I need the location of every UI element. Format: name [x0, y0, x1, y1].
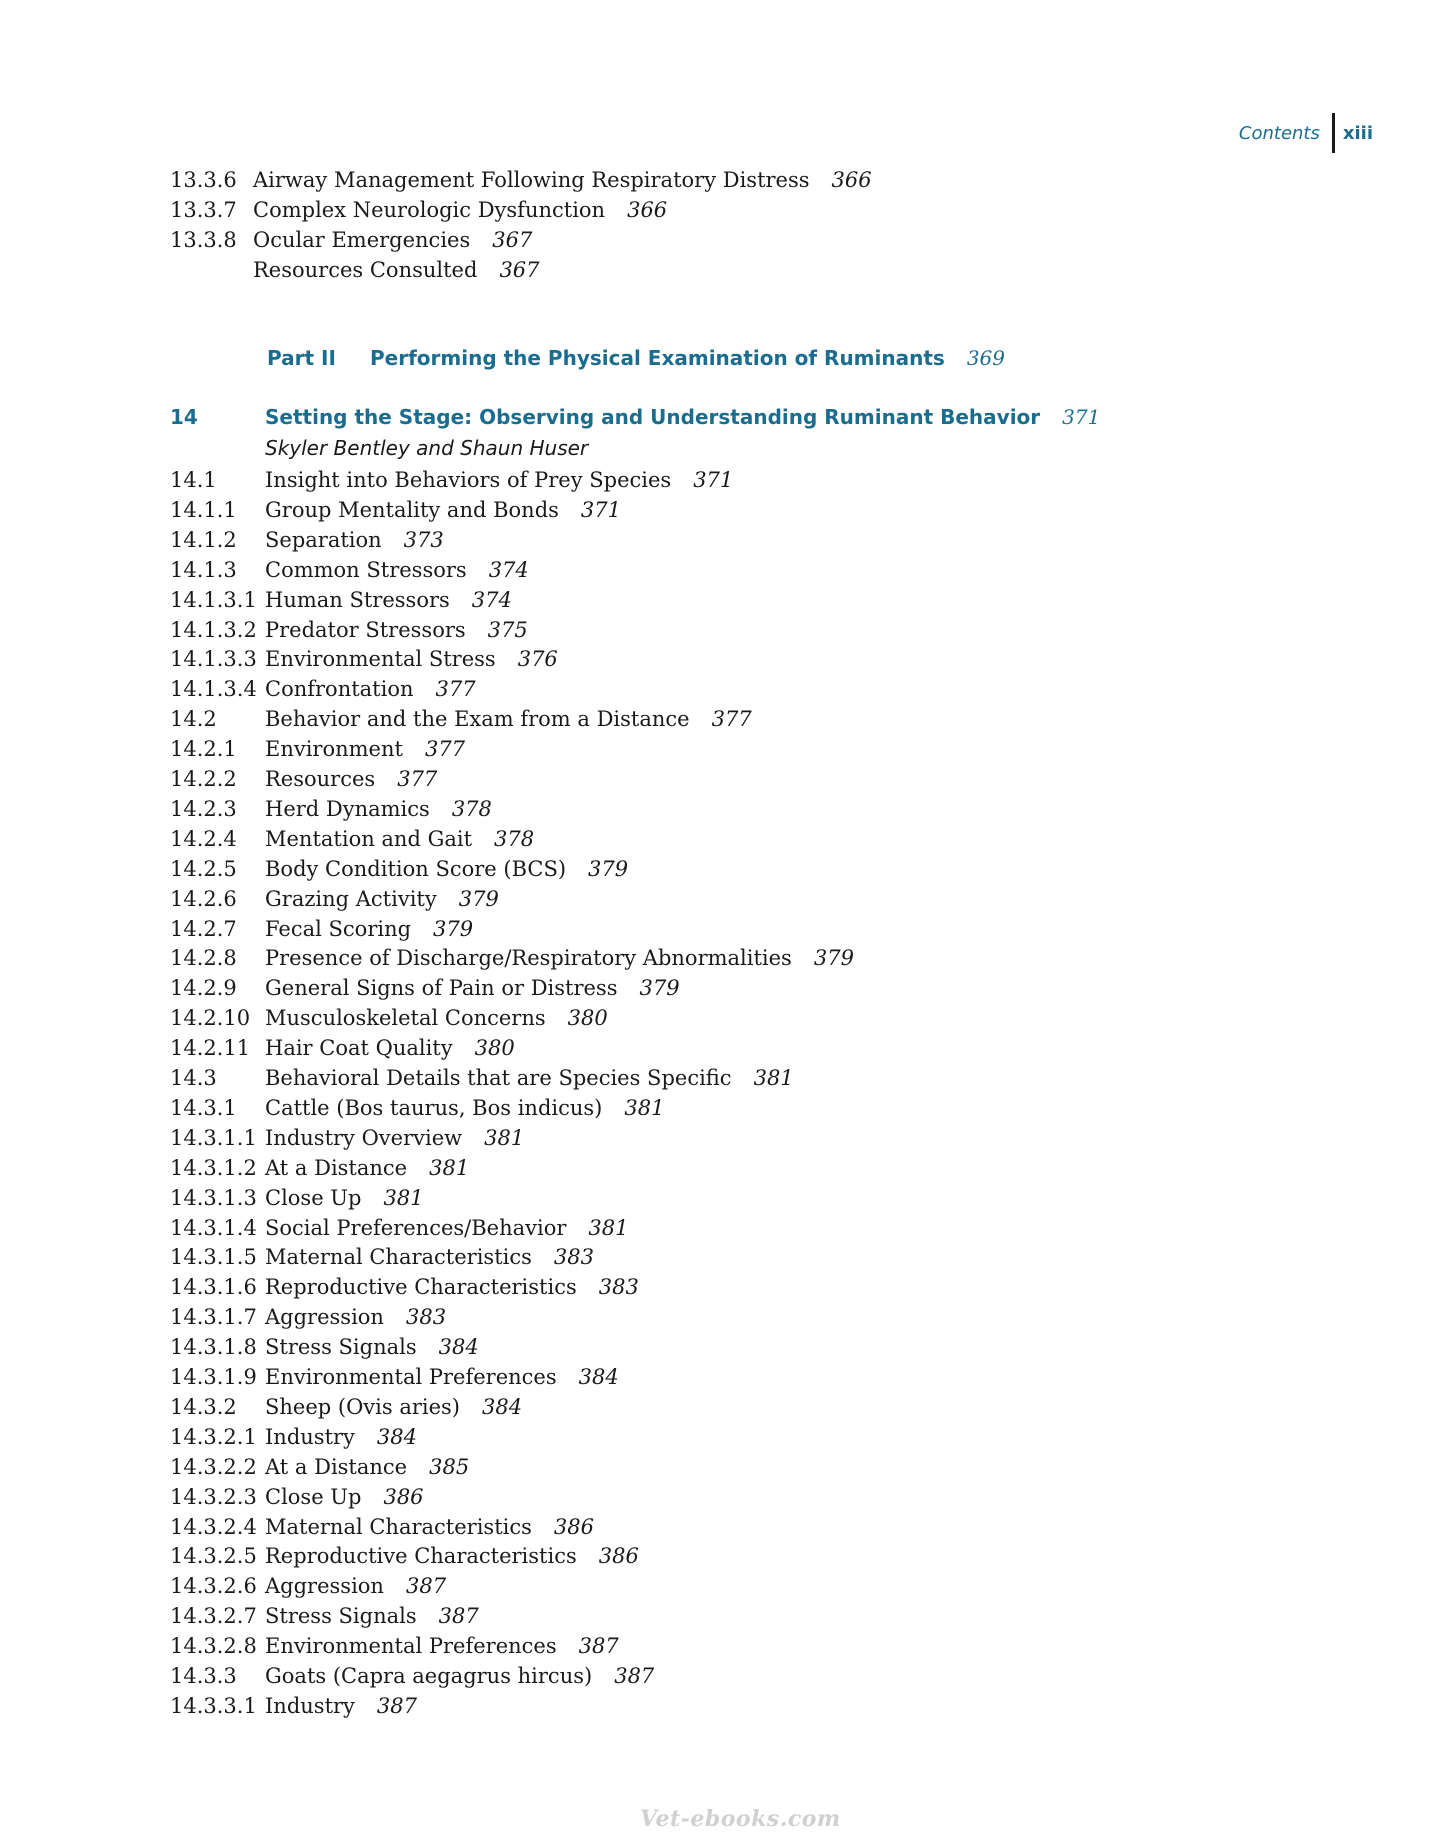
entry-number: 14.3.1.8 [170, 1335, 257, 1360]
entry-number: 13.3.7 [170, 198, 237, 222]
entry-title: Aggression [265, 1574, 384, 1599]
header-page-number: xiii [1342, 122, 1373, 144]
entry-title: Industry Overview [265, 1125, 463, 1150]
toc-entry[interactable] [170, 558, 529, 588]
entry-title: Environmental Stress [265, 647, 496, 672]
part-label: Part II [267, 346, 336, 370]
entry-number: 14.3.2.5 [170, 1544, 257, 1569]
entry-title: Insight into Behaviors of Prey Species [265, 468, 672, 492]
entry-page: 381 [624, 1095, 665, 1120]
entry-title: General Signs of Pain or Distress [265, 976, 618, 1001]
entry-page: 387 [438, 1604, 479, 1629]
toc-entry[interactable] [170, 1425, 417, 1455]
entry-page: 366 [831, 168, 872, 192]
entry-number: 14.3.2.4 [170, 1514, 257, 1539]
entry-number: 14.3.1.3 [170, 1185, 257, 1210]
entry-number: 14.3.1.1 [170, 1125, 257, 1150]
entry-title: Airway Management Following Respiratory Distress [253, 168, 810, 192]
entry-page: 387 [614, 1664, 655, 1688]
entry-page: 379 [639, 976, 680, 1001]
toc-entry[interactable] [170, 588, 512, 618]
entry-title: Goats (Capra aegagrus hircus) [265, 1664, 593, 1688]
entry-number: 14.3 [170, 1066, 217, 1090]
toc-entry[interactable] [170, 677, 476, 707]
toc-entry[interactable] [170, 857, 628, 887]
toc-entry[interactable] [170, 797, 492, 827]
part-page: 369 [966, 346, 1006, 370]
toc-entry[interactable] [170, 1335, 479, 1365]
entry-number: 14.3.1.4 [170, 1215, 257, 1240]
entry-page: 383 [405, 1305, 447, 1330]
entry-page: 375 [487, 617, 528, 642]
entry-title: Grazing Activity [265, 886, 437, 911]
entry-number: 14.3.1 [170, 1095, 237, 1120]
entry-page: 380 [567, 1006, 608, 1031]
part-heading[interactable] [267, 346, 1005, 380]
entry-page: 379 [433, 916, 474, 941]
entry-page: 379 [588, 856, 629, 881]
toc-entry[interactable] [170, 1126, 524, 1156]
toc-entry[interactable] [170, 1395, 522, 1425]
entry-title: Behavior and the Exam from a Distance [265, 707, 690, 732]
entry-title: Behavioral Details that are Species Specific [265, 1066, 732, 1090]
entry-title: Maternal Characteristics [265, 1245, 532, 1270]
entry-page: 381 [588, 1215, 629, 1240]
entry-number: 14.1.1 [170, 497, 237, 522]
entry-title: Stress Signals [265, 1604, 417, 1629]
entry-title: Close Up [265, 1185, 362, 1210]
entry-number: 14.1 [170, 468, 217, 492]
entry-page: 380 [474, 1036, 515, 1061]
entry-number: 14.2.8 [170, 946, 237, 971]
entry-number: 14.3.2.2 [170, 1454, 257, 1479]
toc-entry[interactable] [170, 737, 465, 767]
entry-page: 378 [494, 826, 535, 851]
entry-title: Maternal Characteristics [265, 1514, 532, 1539]
toc-entry[interactable] [170, 767, 437, 797]
toc-entry[interactable] [170, 228, 532, 258]
toc-entry[interactable] [170, 1305, 446, 1335]
entry-page: 384 [482, 1394, 523, 1419]
entry-number: 14.3.2.7 [170, 1604, 257, 1629]
entry-number: 14.2.5 [170, 856, 237, 881]
header-divider [1332, 113, 1335, 153]
entry-title: Cattle (Bos taurus, Bos indicus) [265, 1095, 603, 1120]
entry-title: Ocular Emergencies [253, 228, 471, 252]
entry-title: Fecal Scoring [265, 916, 412, 941]
entry-page: 387 [405, 1574, 447, 1599]
entry-page: 373 [403, 527, 444, 552]
toc-entry[interactable] [170, 976, 680, 1006]
entry-page: 384 [376, 1424, 417, 1449]
entry-title: Human Stressors [265, 587, 450, 612]
entry-title: Presence of Discharge/Respiratory Abnormalities [265, 946, 792, 971]
toc-entry[interactable] [170, 1006, 608, 1036]
chapter-number: 14 [170, 405, 198, 429]
chapter-page: 371 [1062, 405, 1101, 429]
entry-page: 379 [813, 946, 854, 971]
entry-title: Hair Coat Quality [265, 1036, 453, 1061]
entry-number: 14.2.6 [170, 886, 237, 911]
toc-entry[interactable] [170, 707, 752, 737]
toc-entry[interactable] [170, 1096, 664, 1126]
entry-page: 377 [435, 677, 476, 702]
entry-number: 13.3.8 [170, 228, 237, 252]
entry-title: Confrontation [265, 677, 414, 702]
toc-entry[interactable] [170, 647, 558, 677]
entry-title: Stress Signals [265, 1335, 417, 1360]
toc-entry[interactable] [170, 258, 540, 288]
entry-page: 367 [499, 258, 540, 282]
toc-entry[interactable] [170, 1664, 654, 1694]
entry-title: Complex Neurologic Dysfunction [253, 198, 606, 222]
toc-entry[interactable] [170, 528, 444, 558]
entry-number: 14.2.1 [170, 737, 237, 762]
entry-page: 371 [580, 497, 622, 522]
toc-entry[interactable] [170, 1036, 515, 1066]
entry-page: 367 [492, 228, 533, 252]
entry-number: 14.3.3.1 [170, 1693, 257, 1718]
chapter-title: Setting the Stage: Observing and Understanding Ruminant Behavior [265, 405, 1041, 429]
entry-title: Herd Dynamics [265, 796, 430, 821]
entry-title: Close Up [265, 1484, 362, 1509]
entry-number: 14.2.11 [170, 1036, 251, 1061]
entry-page: 377 [424, 737, 466, 762]
toc-entry[interactable] [170, 887, 499, 917]
entry-number: 14.2.9 [170, 976, 237, 1001]
entry-number: 14.3.3 [170, 1664, 237, 1688]
entry-number: 14.2.3 [170, 796, 237, 821]
entry-title: Industry [265, 1693, 355, 1718]
entry-title: Environment [265, 737, 403, 762]
entry-page: 379 [458, 886, 499, 911]
toc-entry[interactable] [170, 946, 854, 976]
toc-entry[interactable] [170, 618, 528, 648]
entry-number: 14.1.3 [170, 557, 237, 582]
running-header [1239, 113, 1373, 153]
entry-title: Separation [265, 527, 382, 552]
toc-entry[interactable] [170, 1634, 619, 1664]
toc-entry[interactable] [170, 1574, 446, 1604]
part-title: Performing the Physical Examination of Ruminants [370, 346, 945, 370]
entry-title: Predator Stressors [265, 617, 466, 642]
toc-entry[interactable] [170, 468, 733, 498]
entry-page: 374 [471, 587, 512, 612]
entry-title: Sheep (Ovis aries) [265, 1394, 460, 1419]
entry-title: Musculoskeletal Concerns [265, 1006, 546, 1031]
entry-page: 381 [429, 1155, 470, 1180]
entry-number: 14.1.3.3 [170, 647, 257, 672]
entry-number: 14.3.2.1 [170, 1424, 257, 1449]
toc-entry[interactable] [170, 198, 667, 228]
entry-page: 384 [578, 1365, 619, 1389]
entry-number: 14.3.1.6 [170, 1275, 257, 1300]
entry-title: Resources Consulted [253, 258, 478, 282]
toc-entry[interactable] [170, 1455, 469, 1485]
entry-number: 14.2.7 [170, 916, 237, 941]
toc-entry[interactable] [170, 168, 872, 198]
entry-page: 374 [488, 557, 529, 582]
entry-number: 14.1.3.4 [170, 677, 257, 702]
toc-entry[interactable] [170, 917, 473, 947]
entry-page: 386 [383, 1484, 424, 1509]
entry-title: At a Distance [265, 1454, 408, 1479]
toc-entry[interactable] [170, 827, 534, 857]
entry-title: Aggression [265, 1305, 384, 1330]
entry-title: Reproductive Characteristics [265, 1544, 577, 1569]
entry-number: 14.1.3.2 [170, 617, 257, 642]
entry-number: 14.3.2 [170, 1394, 237, 1419]
entry-number: 14.3.1.7 [170, 1305, 257, 1330]
toc-entry[interactable] [170, 1485, 424, 1515]
watermark: Vet-ebooks.com [640, 1806, 841, 1832]
toc-entry[interactable] [170, 1515, 594, 1545]
entry-title: Environmental Preferences [265, 1365, 557, 1389]
entry-title: Body Condition Score (BCS) [265, 856, 567, 881]
entry-title: Social Preferences/Behavior [265, 1215, 567, 1240]
entry-title: Reproductive Characteristics [265, 1275, 577, 1300]
toc-entry[interactable] [170, 1066, 794, 1096]
toc-entry[interactable] [170, 1694, 417, 1724]
entry-page: 371 [693, 468, 734, 492]
entry-number: 14.3.1.2 [170, 1155, 257, 1180]
entry-page: 386 [553, 1514, 594, 1539]
toc-entry[interactable] [170, 498, 621, 528]
entry-title: Group Mentality and Bonds [265, 497, 559, 522]
entry-page: 383 [553, 1245, 594, 1270]
entry-number: 14.3.2.8 [170, 1634, 257, 1659]
entry-page: 384 [438, 1335, 479, 1360]
entry-page: 383 [598, 1275, 639, 1300]
entry-page: 377 [711, 707, 752, 732]
header-section-label: Contents [1238, 122, 1320, 144]
entry-title: Resources [265, 767, 376, 791]
entry-page: 381 [753, 1066, 794, 1090]
entry-title: Industry [265, 1424, 355, 1449]
chapter-heading[interactable] [170, 405, 1100, 439]
entry-number: 14.3.2.6 [170, 1574, 257, 1599]
entry-number: 14.1.3.1 [170, 587, 257, 612]
entry-number: 14.3.1.5 [170, 1245, 257, 1270]
entry-page: 387 [376, 1693, 417, 1718]
entry-page: 377 [397, 767, 438, 791]
entry-page: 381 [383, 1185, 424, 1210]
toc-entry[interactable] [170, 1365, 619, 1395]
entry-title: At a Distance [265, 1155, 408, 1180]
entry-page: 387 [578, 1634, 619, 1659]
entry-page: 381 [484, 1125, 525, 1150]
entry-number: 14.3.2.3 [170, 1484, 257, 1509]
entry-number: 14.2.10 [170, 1006, 251, 1031]
toc-entry[interactable] [170, 1544, 639, 1574]
entry-number: 14.1.2 [170, 527, 237, 552]
entry-title: Mentation and Gait [265, 826, 473, 851]
entry-number: 13.3.6 [170, 168, 237, 192]
entry-number: 14.2 [170, 707, 217, 732]
chapter-authors: Skyler Bentley and Shaun Huser [265, 436, 589, 460]
toc-entry[interactable] [170, 1216, 629, 1246]
toc-entry[interactable] [170, 1186, 424, 1216]
entry-number: 14.2.2 [170, 767, 237, 791]
entry-page: 378 [451, 796, 492, 821]
entry-number: 14.2.4 [170, 826, 237, 851]
entry-page: 385 [429, 1454, 470, 1479]
entry-title: Environmental Preferences [265, 1634, 557, 1659]
entry-page: 366 [627, 198, 668, 222]
toc-entry[interactable] [170, 1156, 469, 1186]
entry-page: 386 [598, 1544, 639, 1569]
toc-entry[interactable] [170, 1275, 639, 1305]
toc-entry[interactable] [170, 1604, 479, 1634]
toc-entry[interactable] [170, 1245, 594, 1275]
entry-title: Common Stressors [265, 557, 467, 582]
entry-page: 376 [517, 647, 558, 672]
entry-number: 14.3.1.9 [170, 1365, 257, 1389]
